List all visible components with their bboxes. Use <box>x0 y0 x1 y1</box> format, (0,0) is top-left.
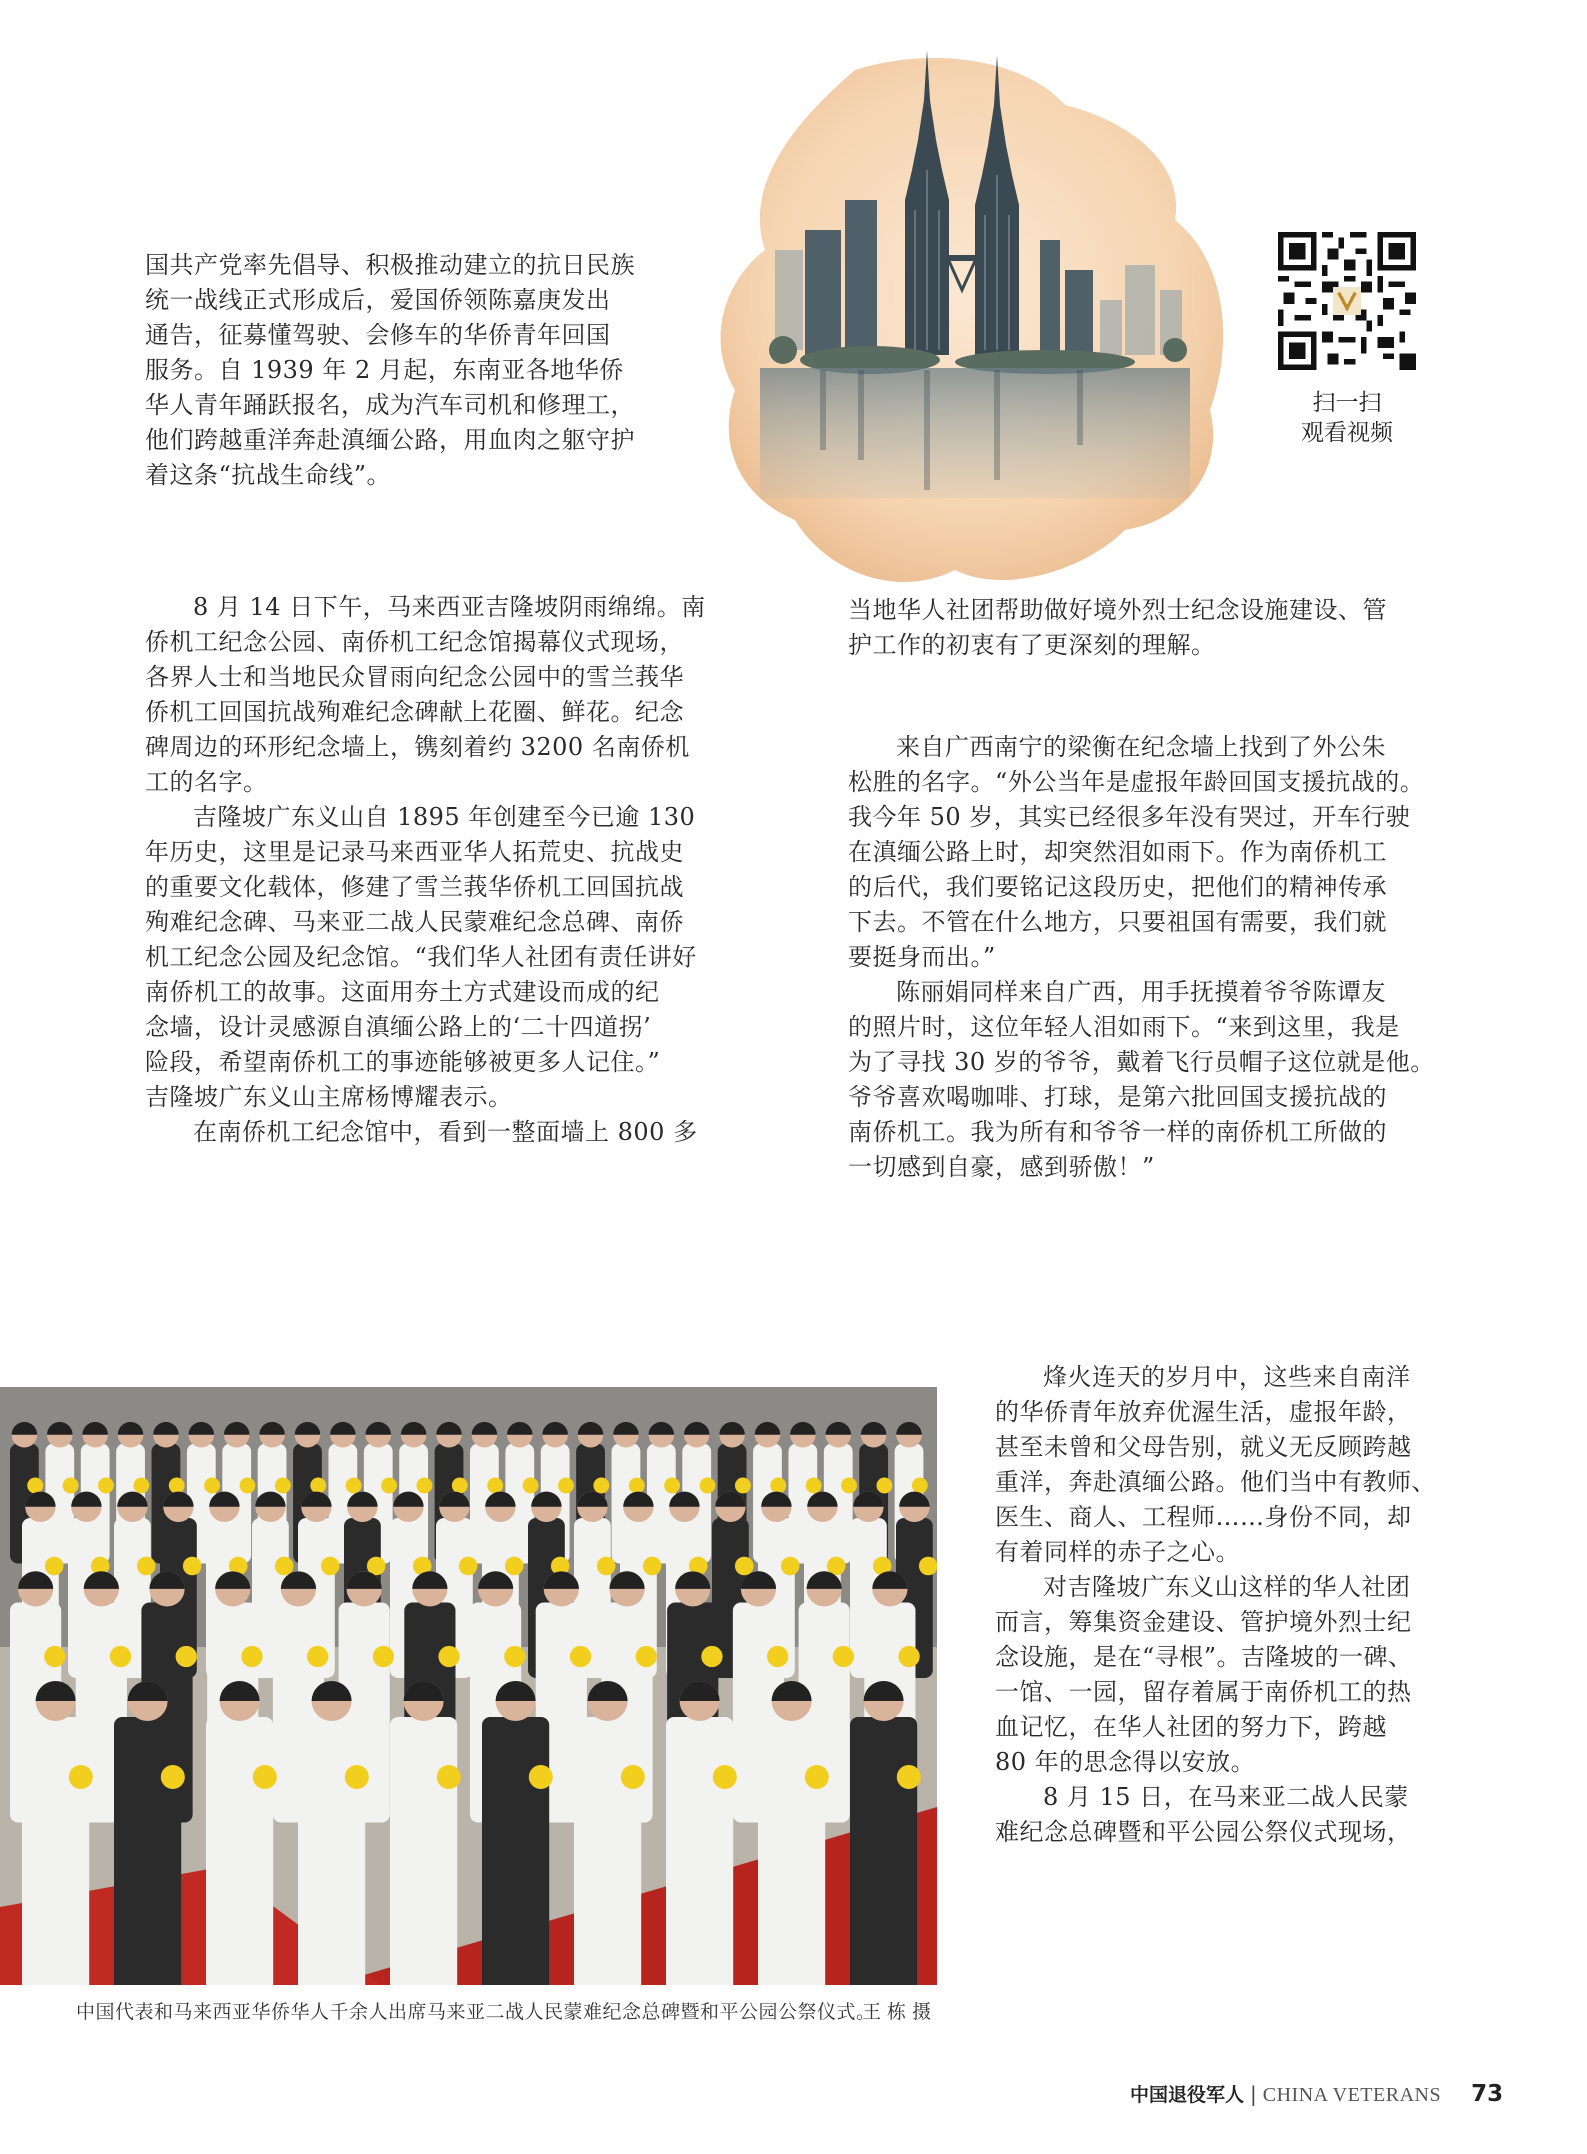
text-line: 侨机工回国抗战殉难纪念碑献上花圈、鲜花。纪念 <box>145 698 684 726</box>
text-line: 的华侨青年放弃优渥生活，虚报年龄， <box>995 1398 1412 1426</box>
text-line: 险段，希望南侨机工的事迹能够被更多人记住。” <box>145 1048 661 1076</box>
qr-code-icon[interactable] <box>1278 232 1416 370</box>
page-footer <box>1130 2080 1503 2107</box>
text-line: 侨机工纪念公园、南侨机工纪念馆揭幕仪式现场， <box>145 628 684 656</box>
text-line: 有着同样的赤子之心。 <box>995 1538 1240 1566</box>
text-line: 护工作的初衷有了更深刻的理解。 <box>848 631 1216 659</box>
footer-separator: | <box>1250 2082 1257 2106</box>
text-line: 一切感到自豪，感到骄傲！” <box>848 1153 1155 1181</box>
text-line: 难纪念总碑暨和平公园公祭仪式现场， <box>995 1818 1412 1846</box>
text-line: 对吉隆坡广东义山这样的华人社团 <box>1043 1573 1411 1601</box>
text-line: 松胜的名字。“外公当年是虚报年龄回国支援抗战的。 <box>848 768 1425 796</box>
kuala-lumpur-skyline-illustration <box>705 50 1245 610</box>
text-line: 吉隆坡广东义山主席杨博耀表示。 <box>145 1083 513 1111</box>
text-line: 着这条“抗战生命线”。 <box>145 461 392 489</box>
text-line: 在滇缅公路上时，却突然泪如雨下。作为南侨机工 <box>848 838 1387 866</box>
text-line: 年历史，这里是记录马来西亚华人拓荒史、抗战史 <box>145 838 684 866</box>
text-line: 统一战线正式形成后，爱国侨领陈嘉庚发出 <box>145 286 611 314</box>
magazine-english-name: CHINA VETERANS <box>1262 2084 1442 2106</box>
text-line: 烽火连天的岁月中，这些来自南洋 <box>1043 1363 1411 1391</box>
text-line: 服务。自 1939 年 2 月起，东南亚各地华侨 <box>145 356 624 384</box>
memorial-ceremony-photo <box>0 1387 937 1985</box>
text-line: 为了寻找 30 岁的爷爷，戴着飞行员帽子这位就是他。 <box>848 1048 1435 1076</box>
photo-credit: 王 栋 摄 <box>862 2001 932 2023</box>
text-line: 80 年的思念得以安放。 <box>995 1748 1256 1776</box>
qr-caption-watch-video: 观看视频 <box>1301 420 1393 446</box>
text-line: 吉隆坡广东义山自 1895 年创建至今已逾 130 <box>193 803 696 831</box>
text-line: 念设施，是在“寻根”。吉隆坡的一碑、 <box>995 1643 1413 1671</box>
text-line: 血记忆，在华人社团的努力下，跨越 <box>995 1713 1387 1741</box>
text-line: 甚至未曾和父母告别，就义无反顾跨越 <box>995 1433 1412 1461</box>
text-line: 殉难纪念碑、马来亚二战人民蒙难纪念总碑、南侨 <box>145 908 684 936</box>
text-line: 他们跨越重洋奔赴滇缅公路，用血肉之躯守护 <box>145 426 635 454</box>
magazine-name: 中国退役军人 <box>1130 2084 1245 2106</box>
photo-caption: 中国代表和马来西亚华侨华人千余人出席马来亚二战人民蒙难纪念总碑暨和平公园公祭仪式。 <box>76 2001 876 2023</box>
page-number: 73 <box>1471 2081 1504 2107</box>
text-line: 华人青年踊跃报名，成为汽车司机和修理工， <box>145 391 635 419</box>
text-line: 当地华人社团帮助做好境外烈士纪念设施建设、管 <box>848 596 1387 624</box>
text-line: 国共产党率先倡导、积极推动建立的抗日民族 <box>145 251 635 279</box>
text-line: 一馆、一园，留存着属于南侨机工的热 <box>995 1678 1412 1706</box>
text-line: 下去。不管在什么地方，只要祖国有需要，我们就 <box>848 908 1387 936</box>
text-line: 来自广西南宁的梁衡在纪念墙上找到了外公朱 <box>896 733 1386 761</box>
text-line: 在南侨机工纪念馆中，看到一整面墙上 800 多 <box>193 1118 698 1146</box>
text-line: 的后代，我们要铭记这段历史，把他们的精神传承 <box>848 873 1387 901</box>
text-line: 重洋，奔赴滇缅公路。他们当中有教师、 <box>995 1468 1436 1496</box>
text-line: 8 月 14 日下午，马来西亚吉隆坡阴雨绵绵。南 <box>193 593 706 621</box>
text-line: 机工纪念公园及纪念馆。“我们华人社团有责任讲好 <box>145 943 697 971</box>
text-line: 我今年 50 岁，其实已经很多年没有哭过，开车行驶 <box>848 803 1411 831</box>
text-line: 的照片时，这位年轻人泪如雨下。“来到这里，我是 <box>848 1013 1400 1041</box>
text-line: 医生、商人、工程师……身份不同，却 <box>995 1503 1412 1531</box>
text-line: 要挺身而出。” <box>848 943 996 971</box>
text-line: 各界人士和当地民众冒雨向纪念公园中的雪兰莪华 <box>145 663 684 691</box>
text-line: 南侨机工的故事。这面用夯土方式建设而成的纪 <box>145 978 660 1006</box>
text-line: 的重要文化载体，修建了雪兰莪华侨机工回国抗战 <box>145 873 684 901</box>
text-line: 工的名字。 <box>145 768 268 796</box>
text-line: 通告，征募懂驾驶、会修车的华侨青年回国 <box>145 321 611 349</box>
qr-caption-scan: 扫一扫 <box>1312 390 1382 416</box>
text-line: 陈丽娟同样来自广西，用手抚摸着爷爷陈谭友 <box>896 978 1386 1006</box>
text-line: 南侨机工。我为所有和爷爷一样的南侨机工所做的 <box>848 1118 1387 1146</box>
text-line: 念墙，设计灵感源自滇缅公路上的‘二十四道拐’ <box>145 1013 652 1041</box>
text-line: 而言，筹集资金建设、管护境外烈士纪 <box>995 1608 1412 1636</box>
text-line: 8 月 15 日，在马来亚二战人民蒙 <box>1043 1783 1409 1811</box>
text-line: 爷爷喜欢喝咖啡、打球，是第六批回国支援抗战的 <box>848 1083 1387 1111</box>
text-line: 碑周边的环形纪念墙上，镌刻着约 3200 名南侨机 <box>145 733 690 761</box>
